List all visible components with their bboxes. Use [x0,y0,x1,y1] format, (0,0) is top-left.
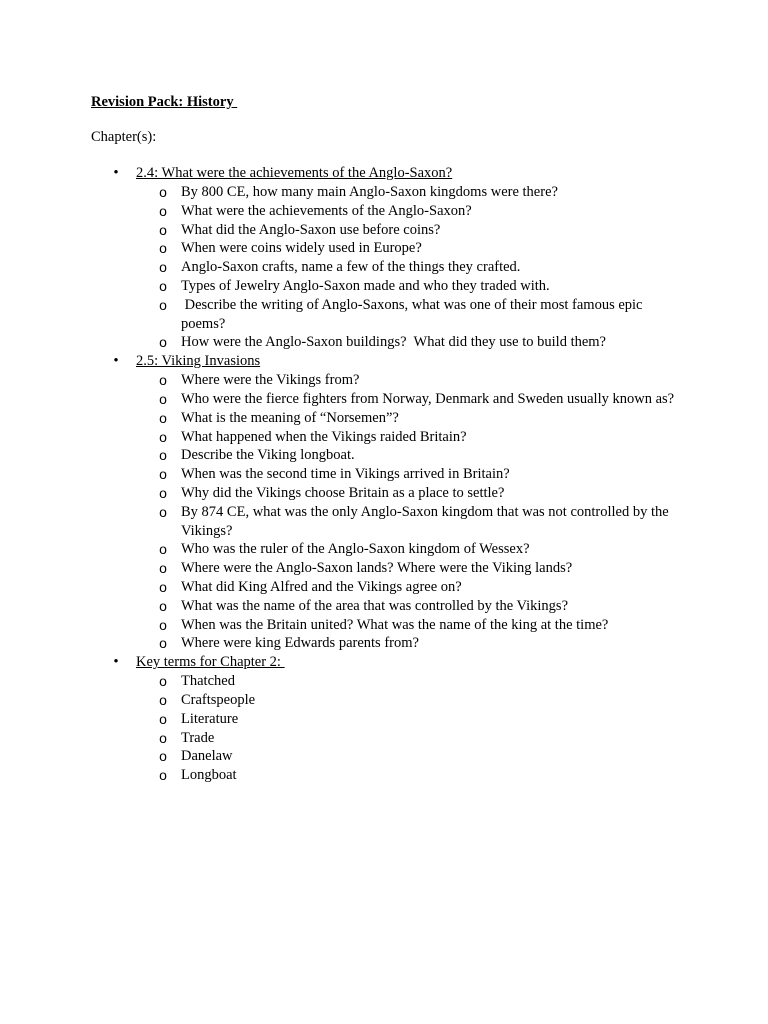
section-heading [0,352,768,371]
question-item [0,333,768,352]
sub-bullet-icon: o [159,240,167,257]
question-text: When were coins widely used in Europe? [181,240,422,257]
sub-bullet-icon: o [159,673,167,690]
question-item [0,446,768,465]
question-text: Who was the ruler of the Anglo-Saxon kingdom of Wessex? [181,541,530,558]
question-text: By 800 CE, how many main Anglo-Saxon kingdoms were there? [181,184,558,200]
sub-bullet-icon: o [159,184,167,200]
question-item [0,729,768,748]
question-text: Thatched [181,673,235,690]
sub-bullet-icon: o [159,484,167,501]
question-item [0,202,768,221]
question-text: Anglo-Saxon crafts, name a few of the things they crafted. [181,259,521,276]
question-item [0,710,768,729]
sub-bullet-icon: o [159,296,167,313]
sub-bullet-icon: o [159,372,167,389]
question-text: Describe the Viking longboat. [181,447,355,464]
sub-bullet-icon: o [159,409,167,426]
question-item [0,578,768,597]
question-text: Literature [181,710,239,727]
question-item [0,691,768,710]
question-item [0,616,768,635]
question-item [0,747,768,766]
question-text: Where were king Edwards parents from? [181,635,419,652]
question-text: Types of Jewelry Anglo-Saxon made and who they traded with. [181,277,550,294]
question-item [0,239,768,258]
question-text: Trade [181,729,215,746]
question-text: When was the Britain united? What was the name of the king at the time? [181,616,609,633]
question-text: Where were the Anglo-Saxon lands? Where were the Viking lands? [181,560,573,577]
chapter-section [0,352,768,653]
question-item [0,634,768,653]
question-item [0,503,768,541]
sub-bullet-icon: o [159,691,167,708]
question-text: What was the name of the area that was controlled by the Vikings? [181,597,569,614]
question-item [0,766,768,785]
question-item [0,428,768,447]
sub-bullet-icon: o [159,635,167,652]
section-heading [0,164,768,183]
bullet-icon: • [113,165,119,181]
question-item [0,409,768,428]
sub-bullet-icon: o [159,578,167,595]
question-item [0,221,768,240]
question-text: Craftspeople [181,691,256,708]
question-text: What did King Alfred and the Vikings agree on? [181,578,462,595]
question-item [0,484,768,503]
sub-bullet-icon: o [159,202,167,219]
sub-bullet-icon: o [159,616,167,633]
sub-bullet-icon: o [159,259,167,276]
document-title: Revision Pack: History [91,94,238,110]
question-item [0,277,768,296]
sub-bullet-icon: o [159,729,167,746]
question-text: Danelaw [181,748,233,765]
sub-bullet-icon: o [159,503,167,520]
chapter-outline [0,164,768,785]
question-text: Why did the Vikings choose Britain as a place to settle? [181,484,505,501]
question-text: What were the achievements of the Anglo-Saxon? [181,202,472,219]
question-item [0,390,768,409]
chapters-label: Chapter(s): [91,129,157,145]
question-text: What happened when the Vikings raided Britain? [181,428,467,445]
question-item [0,597,768,616]
question-item [0,258,768,277]
sub-bullet-icon: o [159,597,167,614]
section-label: 2.5: Viking Invasions [136,353,261,370]
question-item [0,371,768,390]
sub-bullet-icon: o [159,560,167,577]
sub-bullet-icon: o [159,466,167,483]
sub-bullet-icon: o [159,710,167,727]
question-text: Where were the Vikings from? [181,372,360,389]
question-text: Describe the writing of Anglo-Saxons, what was one of their most famous epic poems? [181,296,647,332]
chapter-section [0,164,768,352]
question-text: When was the second time in Vikings arrived in Britain? [181,466,510,483]
sub-bullet-icon: o [159,767,167,784]
question-item [0,183,768,202]
sub-bullet-icon: o [159,277,167,294]
sub-bullet-icon: o [159,428,167,445]
question-item [0,296,768,334]
sub-bullet-icon: o [159,334,167,351]
question-text: Longboat [181,767,237,784]
section-label: Key terms for Chapter 2: [136,654,285,671]
question-text: By 874 CE, what was the only Anglo-Saxon kingdom that was not controlled by the Vikings? [181,503,673,539]
section-heading [0,653,768,672]
question-text: What is the meaning of “Norsemen”? [181,409,399,426]
question-item [0,672,768,691]
question-text: How were the Anglo-Saxon buildings? What did they use to build them? [181,334,606,351]
sub-bullet-icon: o [159,390,167,407]
question-text: Who were the fierce fighters from Norway, Denmark and Sweden usually known as? [181,390,675,407]
question-item [0,540,768,559]
section-label: 2.4: What were the achievements of the Anglo-Saxon? [136,165,453,181]
sub-bullet-icon: o [159,447,167,464]
chapter-section [0,653,768,785]
sub-bullet-icon: o [159,748,167,765]
bullet-icon: • [113,353,119,370]
question-item [0,559,768,578]
question-text: What did the Anglo-Saxon use before coins? [181,221,441,238]
bullet-icon: • [113,654,119,671]
sub-bullet-icon: o [159,541,167,558]
question-item [0,465,768,484]
sub-bullet-icon: o [159,221,167,238]
